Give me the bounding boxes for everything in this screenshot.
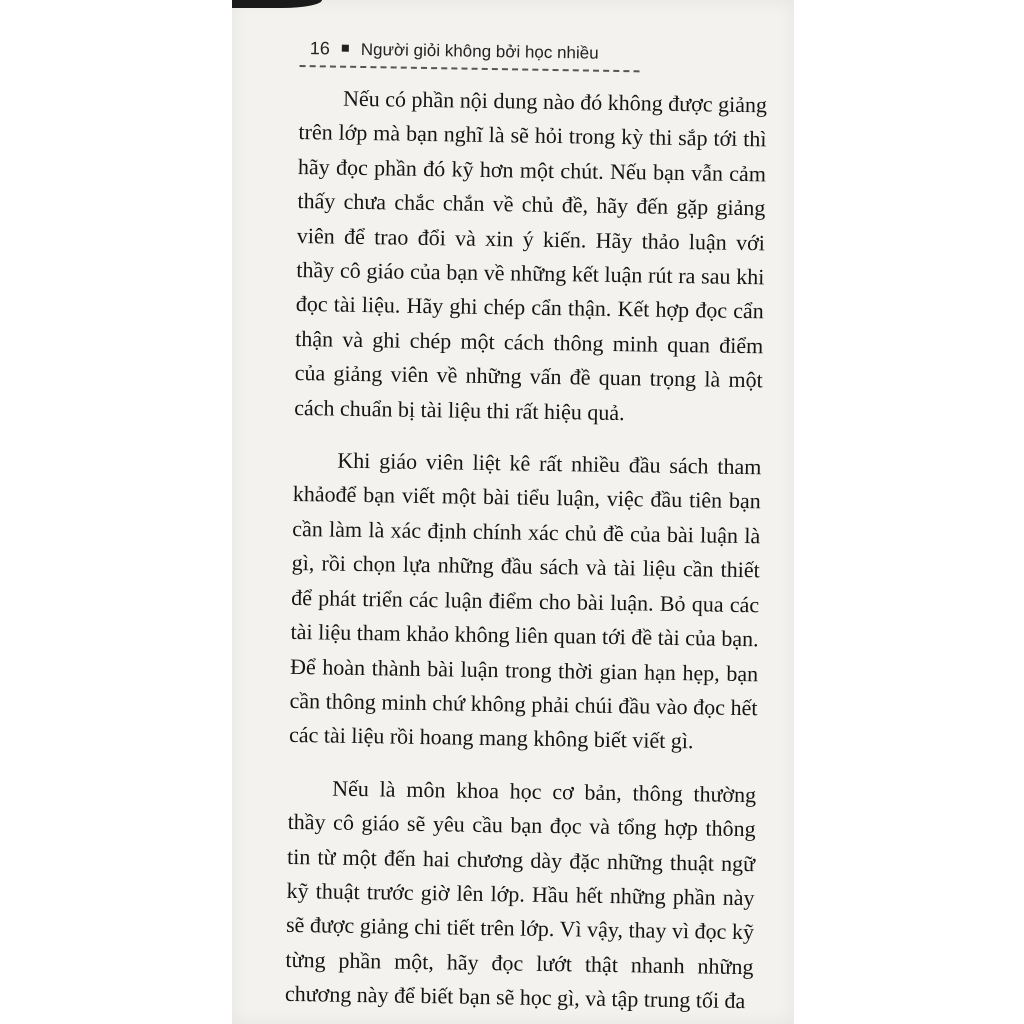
bullet-square-icon [342, 45, 349, 52]
running-header [300, 38, 640, 72]
paragraph: Nếu có phần nội dung nào đó không được giảng trên lớp mà bạn nghĩ là sẽ hỏi trong kỳ thi sắp tới thì hãy đọc phần đó kỹ hơn một chút. Nếu bạn vẫn cảm thấy chưa chắc chắn về chủ đề, hãy đến gặp giảng viên để trao đổi và xin ý kiến. Hãy thảo luận với thầy cô giáo của bạn về những kết luận rút ra sau khi đọc tài liệu. Hãy ghi chép cẩn thận. Kết hợp đọc cẩn thận và ghi chép một cách thông minh quan điểm của giảng viên về những vấn đề quan trọng là một cách chuẩn bị tài liệu thi rất hiệu quả. [294, 85, 768, 425]
running-title: Người giỏi không bởi học nhiều [360, 39, 599, 63]
paragraph: Nếu là môn khoa học cơ bản, thông thường thầy cô giáo sẽ yêu cầu bạn đọc và tổng hợp thông tin từ một đến hai chương dày đặc những thuật ngữ kỹ thuật trước giờ lên lớp. Hầu hết những phần này sẽ được giảng chi tiết trên lớp. Vì vậy, thay vì đọc kỹ từng phần một, hãy đọc lướt thật nhanh những chương này để biết bạn sẽ học gì, và tập trung tối đa [284, 775, 757, 1014]
book-page [232, 0, 794, 1024]
paragraph: Khi giáo viên liệt kê rất nhiều đầu sách tham khảođể bạn viết một bài tiểu luận, việc đầu tiên bạn cần làm là xác định chính xác chủ đề của bài luận là gì, rồi chọn lựa những đầu sách và tài liệu cần thiết để phát triển các luận điểm cho bài luận. Bỏ qua các tài liệu tham khảo không liên quan tới đề tài của bạn. Để hoàn thành bài luận trong thời gian hạn hẹp, bạn cần thông minh chứ không phải chúi đầu vào đọc hết các tài liệu rồi hoang mang không biết viết gì. [288, 447, 762, 754]
page-edge-shadow [232, 0, 322, 8]
page-content [285, 38, 768, 1019]
page-number: 16 [309, 38, 331, 59]
